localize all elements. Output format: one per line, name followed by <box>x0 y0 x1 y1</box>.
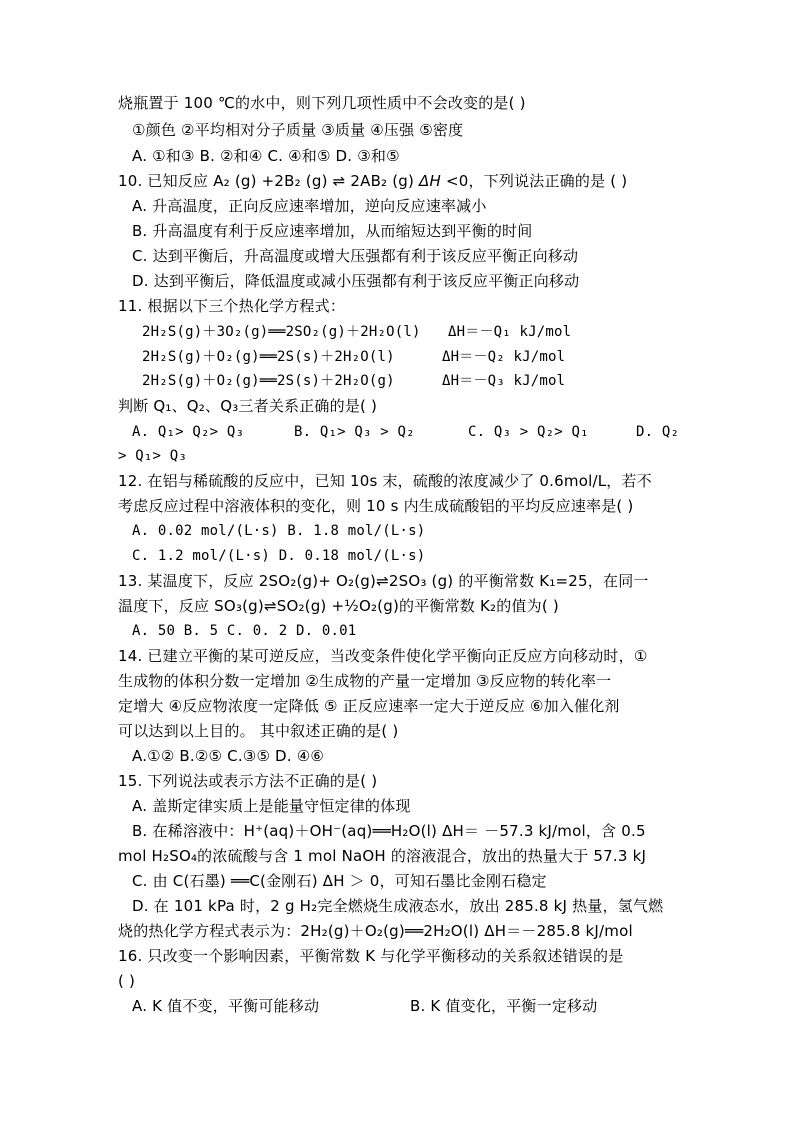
q9-options: A. ①和③ B. ②和④ C. ④和⑤ D. ③和⑤ <box>132 147 400 165</box>
q11-dh1: ΔH＝－Q₁ kJ/mol <box>448 324 572 340</box>
q15-option-d-2: 烧的热化学方程式表示为：2H₂(g)＋O₂(g)══2H₂O(l) ΔH＝－285.8 kJ/mol <box>118 922 633 940</box>
q14-stem-2: 生成物的体积分数一定增加 ②生成物的产量一定增加 ③反应物的转化率一 <box>118 672 612 690</box>
q14-options: A.①② B.②⑤ C.③⑤ D. ④⑥ <box>132 747 325 765</box>
q11-option-a: A. Q₁> Q₂> Q₃ <box>132 424 245 440</box>
q11-dh2: ΔH＝－Q₂ kJ/mol <box>442 349 566 365</box>
q12-options-cd: C. 1.2 mol/(L·s) D. 0.18 mol/(L·s) <box>132 548 426 564</box>
q9-properties: ①颜色 ②平均相对分子质量 ③质量 ④压强 ⑤密度 <box>132 121 464 139</box>
q15-option-a: A. 盖斯定律实质上是能量守恒定律的体现 <box>132 797 411 815</box>
delta-h: ΔH <box>419 172 441 190</box>
q9-continuation: 烧瓶置于 100 ℃的水中，则下列几项性质中不会改变的是( ) <box>118 94 526 112</box>
q10-option-c: C. 达到平衡后，升高温度或增大压强都有利于该反应平衡正向移动 <box>132 247 579 265</box>
q11-eq1: 2H₂S(g)＋3O₂(g)══2SO₂(g)＋2H₂O(l) <box>142 324 421 340</box>
q12-stem-2: 考虑反应过程中溶液体积的变化，则 10 s 内生成硫酸铝的平均反应速率是( ) <box>118 497 634 515</box>
q11-question: 判断 Q₁、Q₂、Q₃三者关系正确的是( ) <box>118 397 378 415</box>
q16-option-a: A. K 值不变，平衡可能移动 <box>132 997 320 1015</box>
q13-stem-1 <box>118 571 649 591</box>
q10-stem <box>118 171 627 191</box>
q11-option-d: D. Q₂ <box>636 424 680 440</box>
q11-stem: 11. 根据以下三个热化学方程式： <box>118 297 346 315</box>
q12-options-ab: A. 0.02 mol/(L·s) B. 1.8 mol/(L·s) <box>132 523 426 539</box>
q15-option-d-1: D. 在 101 kPa 时，2 g H₂完全燃烧生成液态水，放出 285.8 kJ 热量，氢气燃 <box>132 897 664 915</box>
q10-product: 2AB₂ (g) <box>345 172 420 190</box>
q14-stem-1: 14. 已建立平衡的某可逆反应，当改变条件使化学平衡向正反应方向移动时，① <box>118 647 648 665</box>
q11-option-b: B. Q₁> Q₃ > Q₂ <box>294 424 415 440</box>
q13-options: A. 50 B. 5 C. 0. 2 D. 0.01 <box>132 623 357 639</box>
q11-option-d-cont: > Q₁> Q₃ <box>118 448 188 464</box>
equilibrium-arrow-icon: ⇌ <box>332 172 346 190</box>
q11-eq3: 2H₂S(g)＋O₂(g)══2S(s)＋2H₂O(g) <box>142 373 395 389</box>
q14-stem-4: 可以达到以上目的。 其中叙述正确的是( ) <box>118 722 399 740</box>
q11-dh3: ΔH＝－Q₃ kJ/mol <box>442 373 566 389</box>
q13-reverse-reactant: 温度下，反应 SO₃(g) <box>118 597 264 615</box>
q15-stem: 15. 下列说法或表示方法不正确的是( ) <box>118 772 378 790</box>
q11-option-c: C. Q₃ > Q₂> Q₁ <box>468 424 589 440</box>
q10-option-d: D. 达到平衡后，降低温度或减小压强都有利于该反应平衡正向移动 <box>132 272 580 290</box>
q10-reactants: 10. 已知反应 A₂ (g) +2B₂ (g) <box>118 172 333 190</box>
q13-stem-2 <box>118 596 559 616</box>
q16-stem: 16. 只改变一个影响因素，平衡常数 K 与化学平衡移动的关系叙述错误的是 <box>118 947 624 965</box>
q13-reactants: 13. 某温度下，反应 2SO₂(g)+ O₂(g) <box>118 572 377 590</box>
equilibrium-arrow-icon: ⇌ <box>263 597 277 615</box>
q15-option-b-2: mol H₂SO₄的浓硫酸与含 1 mol NaOH 的溶液混合，放出的热量大于 57.3 kJ <box>118 847 647 865</box>
q10-option-a: A. 升高温度，正向反应速率增加，逆向反应速率减小 <box>132 197 487 215</box>
q10-option-b: B. 升高温度有利于反应速率增加，从而缩短达到平衡的时间 <box>132 222 533 240</box>
q15-option-b-1: B. 在稀溶液中：H⁺(aq)＋OH⁻(aq)══H₂O(l) ΔH＝ －57.3 kJ/mol，含 0.5 <box>132 822 646 840</box>
q13-k2: SO₂(g) +½O₂(g)的平衡常数 K₂的值为( ) <box>276 597 559 615</box>
q11-eq2: 2H₂S(g)＋O₂(g)══2S(s)＋2H₂O(l) <box>142 349 395 365</box>
q12-stem-1: 12. 在铝与稀硫酸的反应中，已知 10s 末，硫酸的浓度减少了 0.6mol/L，若不 <box>118 472 652 490</box>
q13-k1: 2SO₃ (g) 的平衡常数 K₁=25，在同一 <box>388 572 649 590</box>
q15-option-c: C. 由 C(石墨) ══C(金刚石) ΔH ＞ 0，可知石墨比金刚石稳定 <box>132 872 547 890</box>
q16-option-b: B. K 值变化，平衡一定移动 <box>410 997 598 1015</box>
equilibrium-arrow-icon: ⇌ <box>376 572 389 590</box>
q14-stem-3: 定增大 ④反应物浓度一定降低 ⑤ 正反应速率一定大于逆反应 ⑥加入催化剂 <box>118 697 620 715</box>
q10-tail: <0，下列说法正确的是 ( ) <box>440 172 628 190</box>
q16-answer-paren: ( ) <box>118 972 136 990</box>
